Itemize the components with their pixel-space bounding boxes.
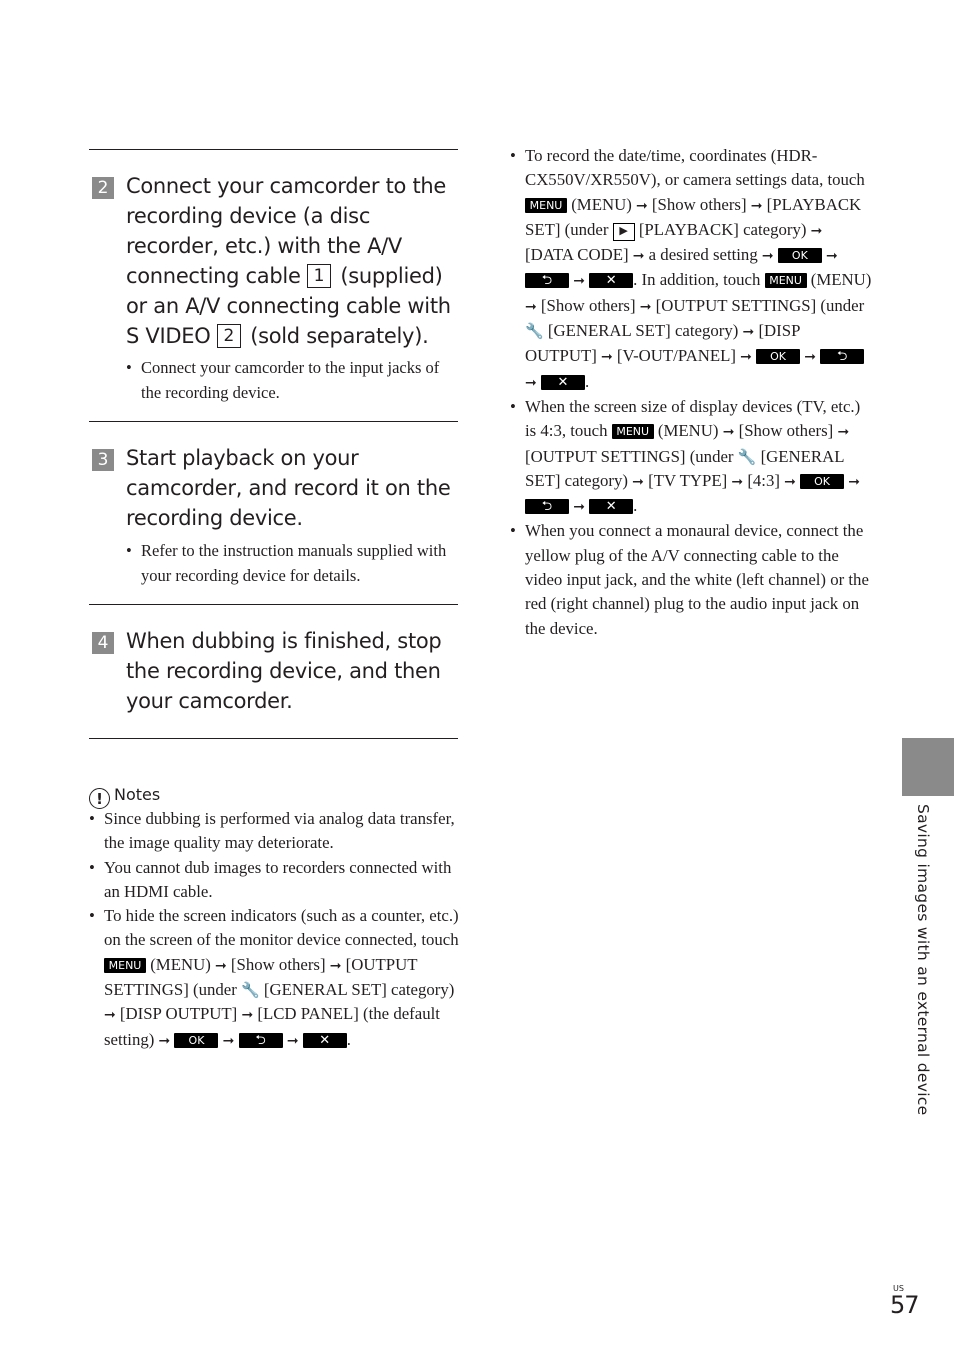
step-3	[89, 443, 461, 603]
cable-1-marker: 1	[307, 264, 331, 288]
right-column-list	[510, 144, 874, 641]
back-button-icon: ⮌	[820, 349, 864, 364]
rule-3	[89, 738, 458, 739]
list-item: • To hide the screen indicators (such as a counter, etc.) on the screen of the monitor device connected, touch MENU (MENU) ➞ [Show others] ➞ [OUTPUT SETTINGS] (under 🔧 [GENERAL SET] category) ➞ [DISP OUTPUT] ➞ [LCD PANEL] (the default setting) ➞ OK ➞ ⮌ ➞ ✕ .	[89, 906, 459, 1049]
page-region: US	[893, 1284, 904, 1293]
cable-2-marker: 2	[217, 324, 241, 348]
step-title: Start playback on your camcorder, and record it on the recording device.	[126, 446, 451, 530]
rule-2	[89, 604, 458, 605]
notes-icon: !	[89, 788, 110, 809]
menu-button-icon: MENU	[104, 958, 146, 973]
list-item: • You cannot dub images to recorders connected with an HDMI cable.	[89, 857, 452, 901]
back-button-icon: ⮌	[525, 273, 569, 288]
section-label: Saving images with an external device	[914, 804, 932, 1116]
page-number: 57	[890, 1291, 919, 1319]
list-item: • Since dubbing is performed via analog data transfer, the image quality may deteriorate.	[89, 809, 455, 853]
menu-button-icon: MENU	[525, 198, 567, 213]
step-number: 4	[92, 632, 114, 654]
wrench-icon: 🔧	[241, 981, 260, 1000]
back-button-icon: ⮌	[525, 499, 569, 514]
step-number: 3	[92, 449, 114, 471]
menu-button-icon: MENU	[612, 424, 654, 439]
ok-button-icon: OK	[756, 349, 800, 364]
playback-icon: ▶	[613, 223, 635, 241]
wrench-icon: 🔧	[525, 322, 544, 341]
section-tab	[902, 738, 954, 796]
list-item: • To record the date/time, coordinates (HDR-CX550V/XR550V), or camera settings data, touch MENU (MENU) ➞ [Show others] ➞ [PLAYBACK SET] (under ▶ [PLAYBACK] category) ➞ [DATA CODE] ➞ a desired setting ➞ OK ➞ ⮌ ➞ ✕ . In addition, touch MENU (MENU) ➞ [Show others] ➞ [OUTPUT SETTINGS] (under 🔧 [GENERAL SET] category) ➞ [DISP OUTPUT] ➞ [V-OUT/PANEL] ➞ OK ➞ ⮌ ➞ ✕ .	[510, 146, 872, 391]
step-number: 2	[92, 177, 114, 199]
close-button-icon: ✕	[303, 1033, 347, 1048]
ok-button-icon: OK	[778, 248, 822, 263]
step-bullet: • Refer to the instruction manuals supplied with your recording device for details.	[126, 541, 447, 585]
step-2	[89, 171, 461, 421]
rule-1	[89, 421, 458, 422]
rule-top	[89, 149, 458, 150]
wrench-icon: 🔧	[737, 447, 757, 466]
step-title: When dubbing is finished, stop the recording device, and then your camcorder.	[126, 629, 442, 713]
step-4	[89, 626, 461, 736]
back-button-icon: ⮌	[239, 1033, 283, 1048]
close-button-icon: ✕	[541, 375, 585, 390]
close-button-icon: ✕	[589, 273, 633, 288]
notes-heading: ! Notes	[89, 782, 160, 809]
notes-list	[89, 807, 461, 1053]
step-title: Connect your camcorder to the recording device (a disc recorder, etc.) with the A/V connecting cable 1 (supplied) or an A/V connecting cable with S VIDEO 2 (sold separately).	[126, 174, 451, 348]
list-item: • When you connect a monaural device, connect the yellow plug of the A/V connecting cable to the video input jack, and the white (left channel) or the red (right channel) plug to the audio input jack on the device.	[510, 521, 869, 638]
step-bullet: • Connect your camcorder to the input jacks of the recording device.	[126, 358, 440, 402]
list-item: • When the screen size of display devices (TV, etc.) is 4:3, touch MENU (MENU) ➞ [Show others] ➞ [OUTPUT SETTINGS] (under 🔧 [GENERAL SET] category) ➞ [TV TYPE] ➞ [4:3] ➞ OK ➞ ⮌ ➞ ✕ .	[510, 396, 861, 516]
ok-button-icon: OK	[174, 1033, 218, 1048]
menu-button-icon: MENU	[765, 273, 807, 288]
ok-button-icon: OK	[800, 474, 844, 489]
close-button-icon: ✕	[589, 499, 633, 514]
